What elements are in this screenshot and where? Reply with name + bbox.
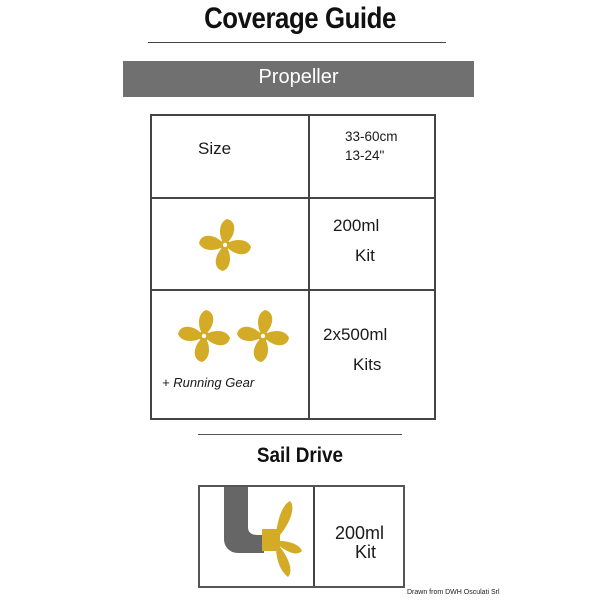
single-amount: 200ml — [333, 216, 380, 235]
sail-drive-table — [198, 485, 405, 588]
size-label: Size — [198, 139, 232, 158]
double-amount: 2x500ml — [323, 325, 388, 344]
section-banner: Propeller — [123, 61, 474, 97]
coverage-table — [150, 114, 436, 420]
title-divider — [148, 42, 446, 43]
propeller-icon — [174, 306, 234, 366]
running-gear-label: + Running Gear — [162, 375, 255, 390]
sail-drive-unit: Kit — [355, 542, 377, 562]
double-unit: Kits — [353, 355, 382, 374]
sail-drive-column-divider — [313, 487, 315, 586]
sail-drive-amount: 200ml — [335, 523, 385, 543]
sail-drive-divider — [198, 434, 402, 435]
size-value-cm: 33-60cm — [345, 129, 398, 144]
propeller-icon — [233, 306, 293, 366]
table-row-divider — [152, 289, 434, 291]
sail-drive-icon — [216, 487, 306, 585]
size-value-inch: 13-24" — [345, 148, 385, 163]
table-row-divider — [152, 197, 434, 199]
propeller-icon — [195, 215, 255, 275]
credit-text: Drawn from DWH Osculati Srl — [407, 589, 500, 596]
single-unit: Kit — [355, 246, 375, 265]
table-column-divider — [308, 116, 310, 418]
page-title: Coverage Guide — [204, 2, 396, 35]
sail-drive-title: Sail Drive — [256, 444, 344, 467]
